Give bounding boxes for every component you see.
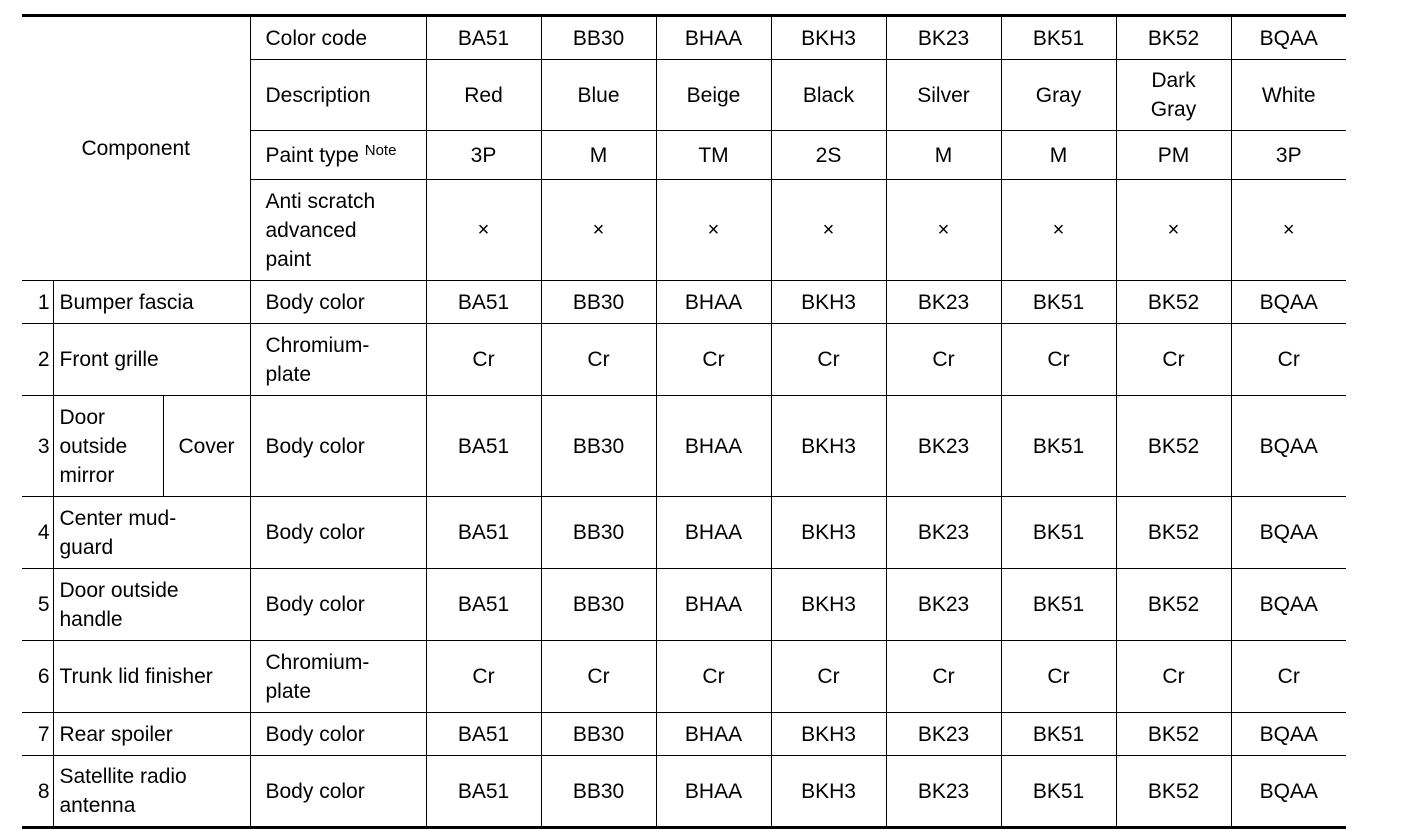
color-value-cell: BQAA (1231, 569, 1346, 641)
table-row (22, 641, 1346, 713)
table-row (22, 713, 1346, 756)
color-value-cell: Cr (1116, 641, 1231, 713)
color-value-cell: BK23 (886, 497, 1001, 569)
color-value-cell: BA51 (426, 569, 541, 641)
color-value-cell: BKH3 (771, 396, 886, 497)
color-value-cell: BK52 (1116, 756, 1231, 828)
component-name (53, 713, 250, 756)
color-value-cell: BK52 (1116, 281, 1231, 324)
color-value-cell: BA51 (426, 756, 541, 828)
finish-type (250, 281, 426, 324)
component-name-line: handle (59, 607, 123, 631)
component-name (53, 497, 250, 569)
row-number: 8 (22, 756, 53, 828)
anti-scratch-cell: × (426, 180, 541, 281)
anti-scratch-label-line: Anti scratch (265, 189, 376, 213)
color-value-cell: BKH3 (771, 569, 886, 641)
color-value-cell: BK23 (886, 281, 1001, 324)
paint-type-cell: PM (1116, 131, 1231, 180)
paint-type-cell: 2S (771, 131, 886, 180)
color-value-cell: Cr (656, 641, 771, 713)
color-value-cell: BQAA (1231, 281, 1346, 324)
color-value-cell: BA51 (426, 281, 541, 324)
row-number: 1 (22, 281, 53, 324)
color-value-cell: BA51 (426, 713, 541, 756)
color-value-cell: Cr (1231, 641, 1346, 713)
color-value-cell: BQAA (1231, 497, 1346, 569)
finish-type-line: plate (265, 362, 312, 386)
color-value-cell: BKH3 (771, 497, 886, 569)
row-number: 7 (22, 713, 53, 756)
description-text: Black (802, 83, 855, 107)
component-name (53, 281, 250, 324)
description-cell (541, 60, 656, 131)
table-row (22, 756, 1346, 828)
paint-type-cell: 3P (426, 131, 541, 180)
component-name-line: Door outside (59, 578, 179, 602)
color-value-cell: BK23 (886, 756, 1001, 828)
paint-type-note: Note (364, 141, 397, 159)
description-text: Blue (577, 83, 620, 107)
anti-scratch-label-line: paint (265, 247, 312, 271)
anti-scratch-cell: × (1001, 180, 1116, 281)
paint-type-cell: M (1001, 131, 1116, 180)
description-text: Silver (917, 83, 970, 107)
description-cell (1001, 60, 1116, 131)
paint-type-cell: M (886, 131, 1001, 180)
color-value-cell: BK23 (886, 396, 1001, 497)
color-value-cell: Cr (1001, 641, 1116, 713)
color-value-cell: BQAA (1231, 396, 1346, 497)
component-name (53, 396, 163, 497)
color-code-cell: BK23 (886, 16, 1001, 60)
color-code-cell: BB30 (541, 16, 656, 60)
finish-type (250, 641, 426, 713)
color-code-cell: BKH3 (771, 16, 886, 60)
component-name-line: Door (59, 405, 106, 429)
finish-type (250, 396, 426, 497)
finish-type (250, 324, 426, 396)
table-row (22, 497, 1346, 569)
anti-scratch-label-line: advanced (265, 218, 357, 242)
table-row (22, 281, 1346, 324)
color-value-cell: BK23 (886, 713, 1001, 756)
description-cell (656, 60, 771, 131)
color-code-cell: BQAA (1231, 16, 1346, 60)
color-value-cell: BHAA (656, 713, 771, 756)
paint-type-label (250, 131, 426, 180)
color-value-cell: BHAA (656, 396, 771, 497)
finish-type (250, 497, 426, 569)
row-number: 6 (22, 641, 53, 713)
anti-scratch-cell: × (771, 180, 886, 281)
color-value-cell: Cr (771, 324, 886, 396)
table-row (22, 396, 1346, 497)
color-value-cell: BHAA (656, 569, 771, 641)
color-value-cell: BKH3 (771, 713, 886, 756)
color-value-cell: BHAA (656, 756, 771, 828)
component-name-line: Satellite radio (59, 765, 187, 788)
finish-type-line: Chromium- (265, 333, 370, 357)
component-name-line: Front grille (59, 348, 159, 371)
component-name-line: mirror (59, 463, 115, 487)
component-name-line: outside (59, 434, 128, 458)
color-value-cell: Cr (1001, 324, 1116, 396)
finish-type (250, 756, 426, 828)
component-name-line: Center mud- (59, 506, 177, 530)
color-value-cell: BKH3 (771, 281, 886, 324)
paint-color-table (22, 14, 1346, 829)
color-code-cell: BA51 (426, 16, 541, 60)
table-row (22, 569, 1346, 641)
finish-type-line: Body color (265, 290, 365, 314)
color-value-cell: BHAA (656, 497, 771, 569)
color-value-cell: Cr (886, 324, 1001, 396)
description-text: Gray (1035, 83, 1082, 107)
description-text: Gray (1150, 98, 1197, 121)
finish-type-line: Body color (265, 521, 365, 544)
color-value-cell: BK52 (1116, 497, 1231, 569)
component-name-line: guard (59, 535, 114, 559)
finish-type-line: Body color (265, 779, 365, 803)
component-name-line: Rear spoiler (59, 722, 173, 746)
color-value-cell: Cr (1116, 324, 1231, 396)
subcomponent-name: Cover (163, 396, 250, 497)
finish-type (250, 713, 426, 756)
component-header: Component (22, 16, 250, 281)
color-value-cell: BK52 (1116, 713, 1231, 756)
color-value-cell: Cr (426, 324, 541, 396)
finish-type-line: Body color (265, 593, 365, 616)
table-row (22, 324, 1346, 396)
row-number: 5 (22, 569, 53, 641)
description-cell (1116, 60, 1231, 131)
color-value-cell: BK51 (1001, 281, 1116, 324)
description-text: Dark (1151, 69, 1196, 92)
finish-type-line: Body color (265, 434, 365, 458)
finish-type-line: Body color (265, 722, 365, 746)
color-value-cell: BK51 (1001, 497, 1116, 569)
anti-scratch-cell: × (1116, 180, 1231, 281)
color-value-cell: BK52 (1116, 396, 1231, 497)
paint-type-text: Paint type (265, 143, 359, 167)
anti-scratch-cell: × (541, 180, 656, 281)
description-text: White (1261, 83, 1316, 107)
color-value-cell: Cr (541, 324, 656, 396)
description-cell (426, 60, 541, 131)
color-value-cell: Cr (1231, 324, 1346, 396)
description-cell (1231, 60, 1346, 131)
color-value-cell: Cr (541, 641, 656, 713)
color-value-cell: Cr (886, 641, 1001, 713)
color-code-label: Color code (250, 16, 426, 60)
component-name-line: antenna (59, 794, 136, 817)
table-body (22, 16, 1346, 828)
component-name-line: Trunk lid finisher (59, 665, 213, 688)
description-text: Red (464, 83, 503, 107)
color-code-cell: BHAA (656, 16, 771, 60)
color-value-cell: BK51 (1001, 713, 1116, 756)
color-value-cell: BB30 (541, 756, 656, 828)
anti-scratch-cell: × (886, 180, 1001, 281)
color-value-cell: BQAA (1231, 713, 1346, 756)
color-value-cell: BB30 (541, 497, 656, 569)
color-value-cell: BK51 (1001, 569, 1116, 641)
color-value-cell: BA51 (426, 497, 541, 569)
component-name (53, 324, 250, 396)
paint-type-cell: 3P (1231, 131, 1346, 180)
color-code-cell: BK52 (1116, 16, 1231, 60)
color-value-cell: BK23 (886, 569, 1001, 641)
row-number: 2 (22, 324, 53, 396)
finish-type (250, 569, 426, 641)
anti-scratch-cell: × (656, 180, 771, 281)
finish-type-line: Chromium- (265, 650, 370, 674)
row-number: 4 (22, 497, 53, 569)
component-name-line: Bumper fascia (59, 290, 194, 314)
paint-type-cell: M (541, 131, 656, 180)
color-value-cell: BK52 (1116, 569, 1231, 641)
color-value-cell: Cr (426, 641, 541, 713)
component-name (53, 641, 250, 713)
color-value-cell: BB30 (541, 281, 656, 324)
color-value-cell: BKH3 (771, 756, 886, 828)
color-value-cell: BA51 (426, 396, 541, 497)
description-cell (886, 60, 1001, 131)
component-name (53, 756, 250, 828)
paint-type-cell: TM (656, 131, 771, 180)
color-value-cell: Cr (771, 641, 886, 713)
row-number: 3 (22, 396, 53, 497)
color-value-cell: BQAA (1231, 756, 1346, 828)
finish-type-line: plate (265, 679, 312, 703)
anti-scratch-cell: × (1231, 180, 1346, 281)
description-label: Description (250, 60, 426, 131)
color-code-cell: BK51 (1001, 16, 1116, 60)
color-value-cell: BB30 (541, 569, 656, 641)
color-value-cell: Cr (656, 324, 771, 396)
color-code-row (22, 16, 1346, 60)
anti-scratch-label (250, 180, 426, 281)
color-value-cell: BK51 (1001, 396, 1116, 497)
color-value-cell: BB30 (541, 713, 656, 756)
color-value-cell: BB30 (541, 396, 656, 497)
component-name (53, 569, 250, 641)
description-text: Beige (686, 83, 741, 107)
description-cell (771, 60, 886, 131)
color-value-cell: BK51 (1001, 756, 1116, 828)
color-value-cell: BHAA (656, 281, 771, 324)
